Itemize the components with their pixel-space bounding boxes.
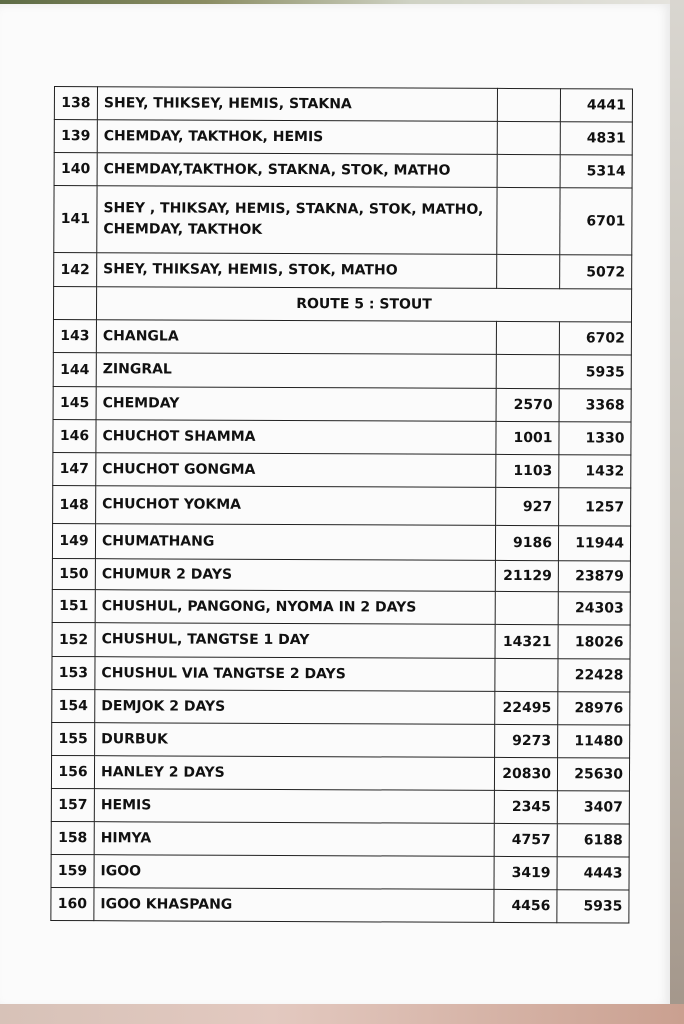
photo-background-right [670,0,684,1024]
rate-a-cell [495,658,558,691]
rate-a-cell: 9273 [495,724,558,757]
rate-a-cell: 2345 [494,790,557,823]
serial-number-cell: 143 [53,319,96,352]
table-row [52,622,630,659]
rate-a-cell: 1103 [496,454,559,487]
table-row [53,452,631,488]
serial-number-cell: 153 [52,656,95,689]
serial-number-cell: 145 [53,386,96,419]
rate-b-cell: 6701 [560,188,632,255]
route-cell: SHEY, THIKSAY, HEMIS, STOK, MATHO [97,253,497,289]
serial-number-cell: 140 [54,153,97,186]
serial-number-cell: 156 [51,755,94,788]
route-cell: CHUCHOT GONGMA [96,453,496,488]
rate-b-cell: 23879 [558,561,630,592]
section-header-row [53,287,631,323]
route-cell: CHUSHUL, PANGONG, NYOMA IN 2 DAYS [95,590,495,625]
serial-number-cell: 147 [53,452,96,485]
rate-b-cell: 5072 [560,255,632,289]
table-row [51,821,629,857]
rate-a-cell [497,254,560,288]
serial-number-cell: 146 [53,419,96,452]
table-row [51,755,629,791]
photo-background-bottom [0,1004,684,1024]
rate-a-cell: 3419 [494,856,557,889]
table-row [54,186,632,256]
serial-number-cell: 157 [51,788,94,821]
rate-b-cell: 1257 [559,488,631,526]
rate-a-cell: 14321 [495,624,558,658]
route-cell: CHEMDAY,TAKTHOK, STAKNA, STOK, MATHO [97,153,497,188]
rate-b-cell: 5935 [557,890,629,923]
serial-number-cell: 151 [52,589,95,622]
serial-number-cell: 139 [54,120,97,153]
table-row [52,689,630,725]
rate-b-cell: 1432 [559,455,631,488]
route-cell: CHUCHOT SHAMMA [96,420,496,455]
rate-b-cell: 22428 [558,659,630,692]
table-row [52,558,630,592]
table-row [51,788,629,824]
rate-a-cell: 1001 [496,421,559,454]
route-cell: SHEY, THIKSEY, HEMIS, STAKNA [97,87,497,122]
table-row [52,523,630,561]
table-row [53,352,631,389]
rate-a-cell [497,88,560,121]
serial-number-cell: 158 [51,821,94,854]
rate-a-cell [497,154,560,187]
route-cell: HIMYA [94,822,494,857]
rate-b-cell: 11944 [558,526,630,561]
serial-number-cell: 152 [52,622,95,656]
rate-a-cell: 4456 [494,889,557,922]
serial-number-cell: 149 [52,523,95,558]
rate-a-cell: 9186 [495,525,558,560]
serial-number-cell: 160 [51,887,94,920]
rate-a-cell [496,321,559,354]
serial-number-cell: 148 [53,485,96,523]
rate-b-cell: 4443 [557,857,629,890]
rate-b-cell: 4441 [560,89,632,122]
serial-number-cell: 154 [52,689,95,722]
rate-a-cell: 22495 [495,691,558,724]
rate-b-cell: 5935 [559,355,631,389]
table-row [53,319,631,355]
route-cell: CHUSHUL, TANGTSE 1 DAY [95,623,495,659]
table-row [54,253,632,290]
route-cell: CHUMATHANG [95,524,495,561]
route-cell: IGOO [94,855,494,890]
section-header-title: ROUTE 5 : STOUT [96,287,631,322]
rate-b-cell: 3407 [557,791,629,824]
rate-a-cell: 21129 [495,560,558,591]
rate-b-cell: 25630 [557,758,629,791]
rate-a-cell [497,187,560,254]
rate-b-cell: 3368 [559,389,631,422]
serial-number-cell: 142 [54,253,97,287]
table-row [52,722,630,758]
rate-a-cell [496,354,559,388]
table-row [53,386,631,422]
route-cell: CHANGLA [96,320,496,355]
route-cell: ZINGRAL [96,353,496,389]
table-row [54,120,632,156]
route-cell: CHEMDAY [96,387,496,422]
rate-b-cell: 6702 [559,322,631,355]
serial-number-cell: 144 [53,352,96,386]
rate-b-cell: 28976 [558,692,630,725]
rate-b-cell: 24303 [558,592,630,625]
rate-a-cell: 2570 [496,388,559,421]
rate-b-cell: 11480 [558,725,630,758]
rate-a-cell [497,121,560,154]
taxi-rate-table [50,86,633,924]
table-row [52,656,630,692]
table-row [51,854,629,890]
table-row [51,887,629,923]
route-cell: CHUCHOT YOKMA [96,486,496,526]
route-cell: DEMJOK 2 DAYS [95,690,495,725]
table-row [54,87,632,123]
route-cell: CHUSHUL VIA TANGTSE 2 DAYS [95,657,495,692]
route-cell: IGOO KHASPANG [94,888,494,923]
table-row [53,485,631,526]
section-header-blank [53,287,96,320]
serial-number-cell: 141 [54,186,97,253]
table-row [53,419,631,455]
rate-b-cell: 1330 [559,422,631,455]
serial-number-cell: 155 [52,722,95,755]
rate-b-cell: 4831 [560,122,632,155]
serial-number-cell: 150 [52,558,95,589]
rate-a-cell: 4757 [494,823,557,856]
rate-b-cell: 18026 [558,625,630,659]
rate-a-cell: 927 [496,487,559,525]
route-cell: DURBUK [95,723,495,758]
route-cell: SHEY , THIKSAY, HEMIS, STAKNA, STOK, MATHO, CHEMDAY, TAKTHOK [97,186,497,255]
route-cell: CHUMUR 2 DAYS [95,559,495,592]
rate-b-cell: 5314 [560,155,632,188]
serial-number-cell: 138 [54,87,97,120]
rate-a-cell: 20830 [494,757,557,790]
table-row [52,589,630,625]
route-cell: HANLEY 2 DAYS [94,756,494,791]
rate-b-cell: 6188 [557,824,629,857]
rate-a-cell [495,591,558,624]
serial-number-cell: 159 [51,854,94,887]
route-cell: HEMIS [94,789,494,824]
table-row [54,153,632,189]
route-cell: CHEMDAY, TAKTHOK, HEMIS [97,120,497,155]
